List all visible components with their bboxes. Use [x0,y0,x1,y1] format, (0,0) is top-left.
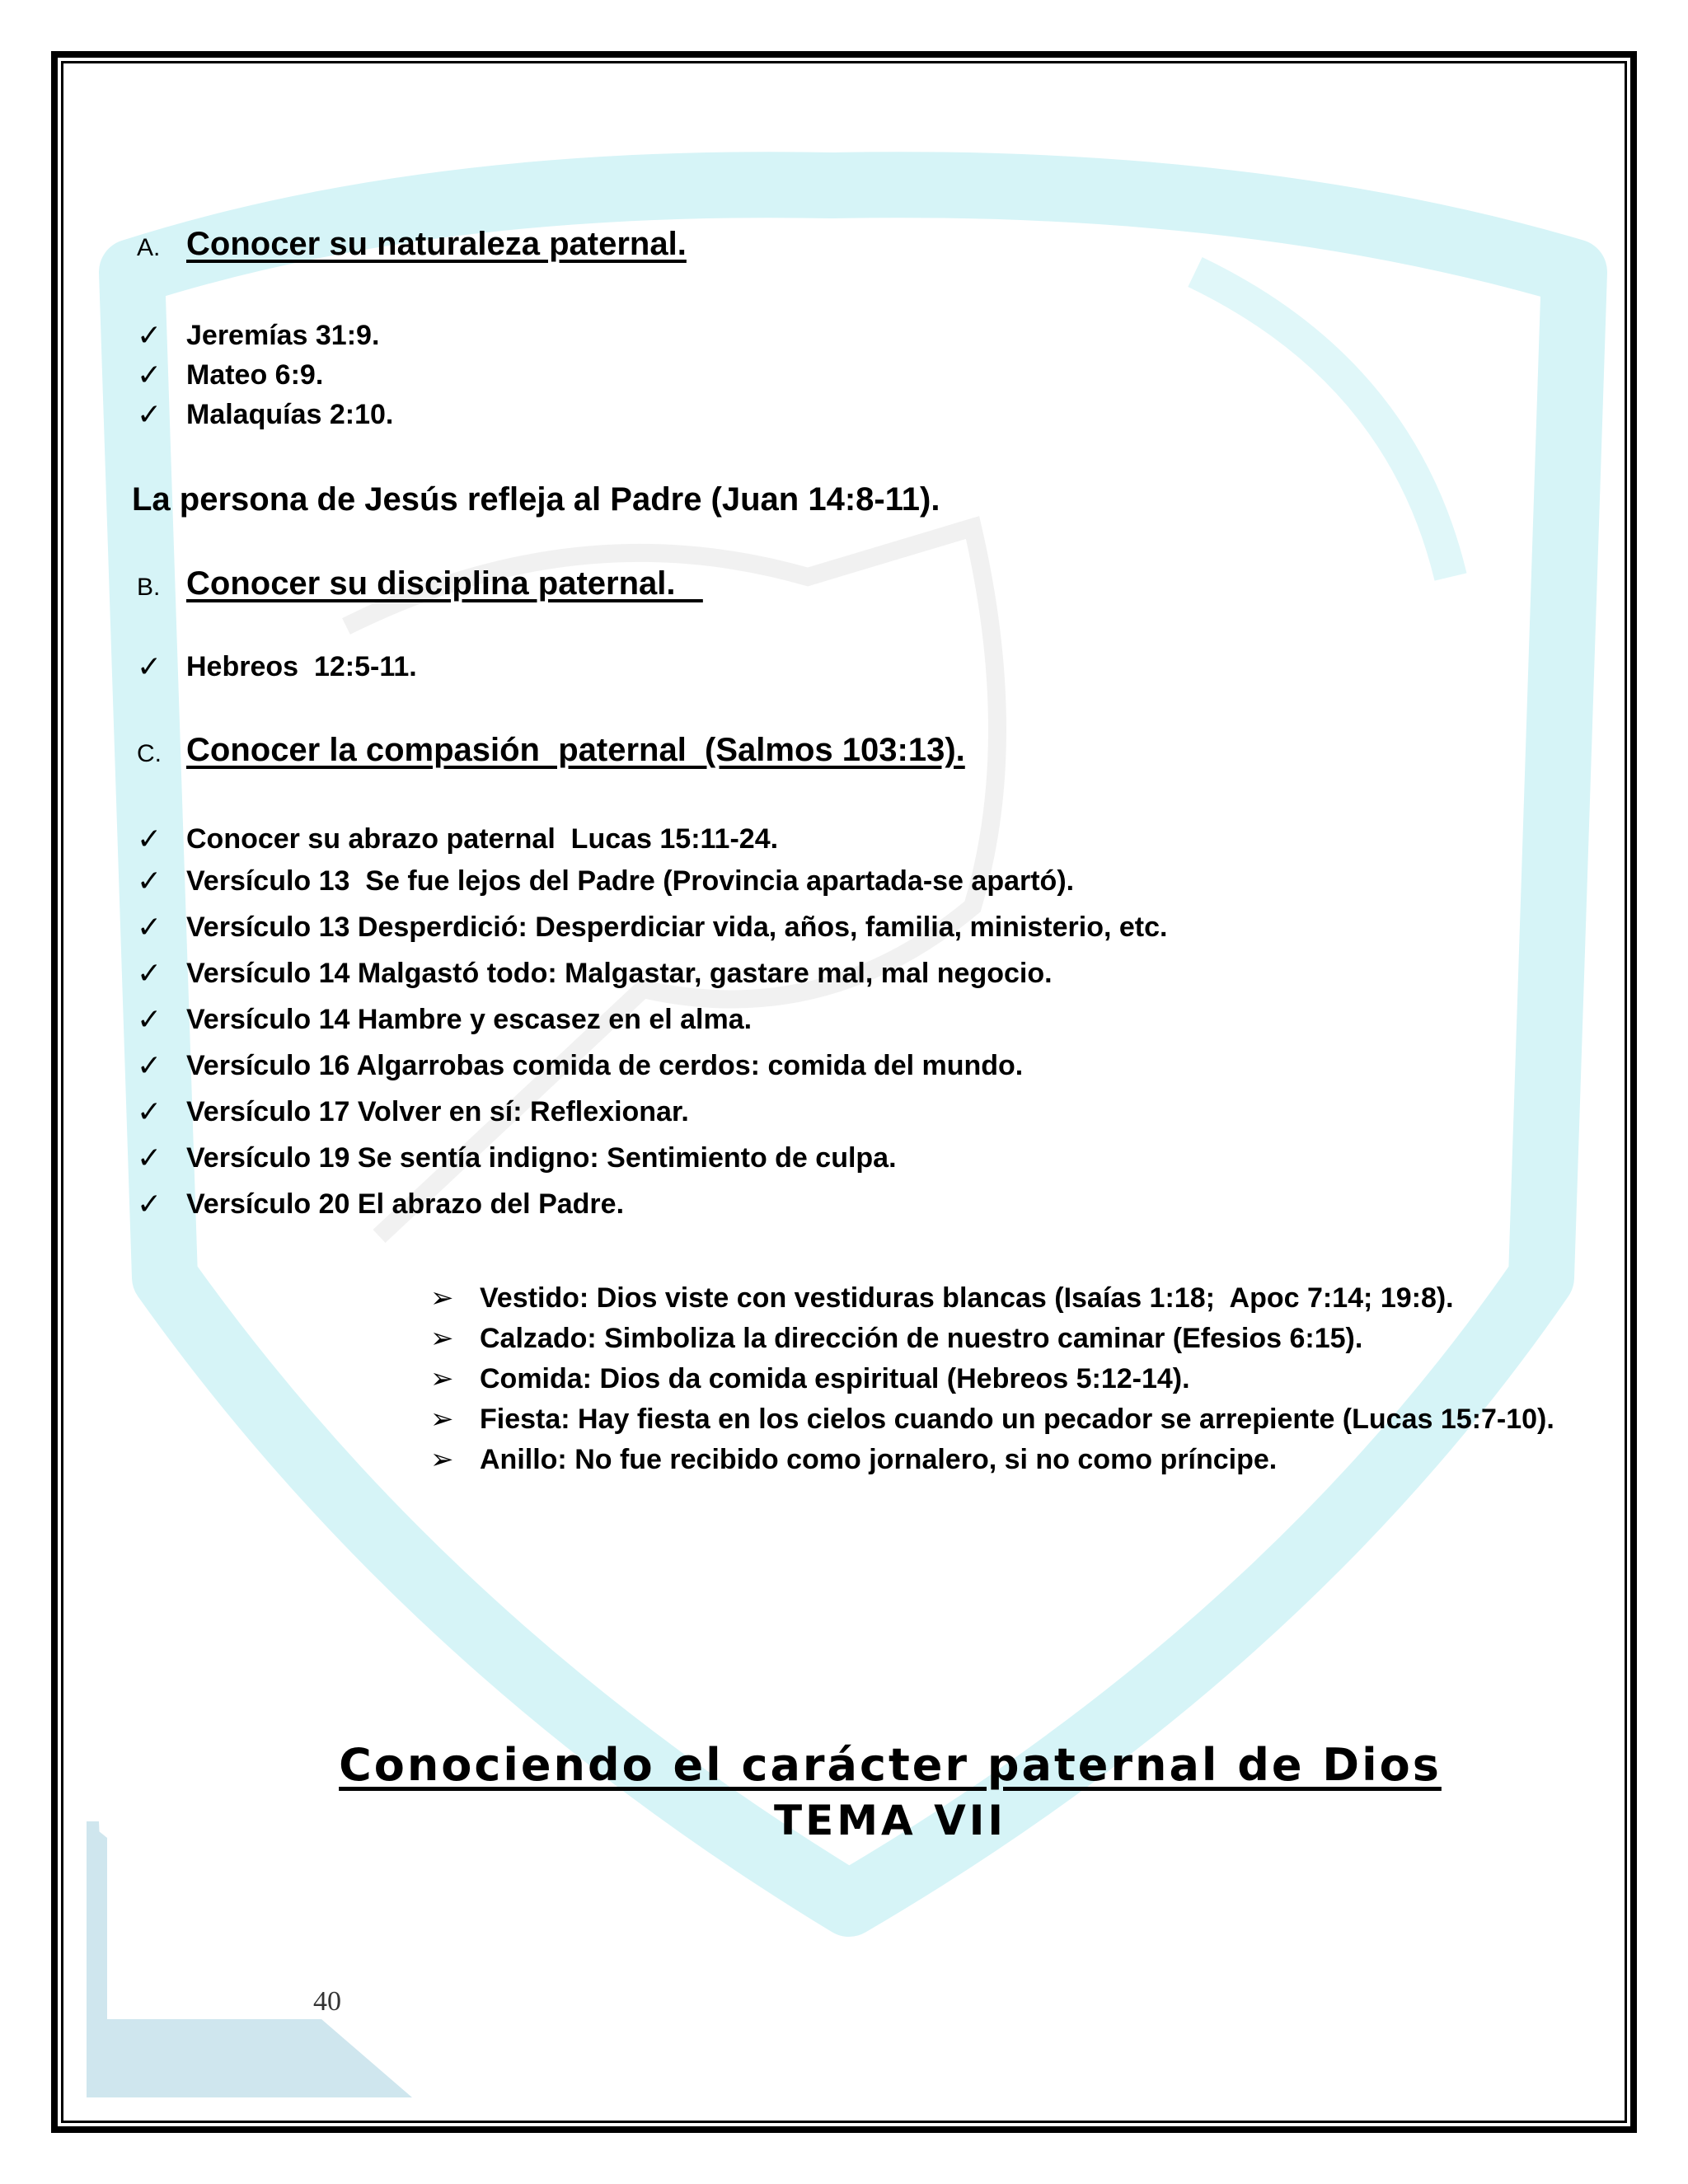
check-icon: ✓ [137,1187,162,1221]
check-icon: ✓ [137,318,162,352]
page-subtitle: TEMA VII [773,1797,1007,1844]
check-icon: ✓ [137,864,162,898]
check-icon: ✓ [137,649,162,683]
section-a-heading: Conocer su naturaleza paternal. [186,226,687,262]
page-number: 40 [313,1986,341,2017]
list-item: Versículo 13 Se fue lejos del Padre (Provincia apartada-se apartó). [186,865,1075,897]
check-icon: ✓ [137,956,162,990]
section-b-letter: B. [137,574,161,601]
sub-list-item: Calzado: Simboliza la dirección de nuestro caminar (Efesios 6:15). [480,1323,1363,1354]
arrow-bullet-icon: ➢ [430,1404,454,1435]
list-item: Mateo 6:9. [186,359,324,391]
arrow-bullet-icon: ➢ [430,1444,454,1475]
list-item: Versículo 20 El abrazo del Padre. [186,1188,625,1220]
section-c-letter: C. [137,740,162,767]
section-c-heading: Conocer la compasión paternal (Salmos 103:13). [186,732,965,768]
list-item: Versículo 17 Volver en sí: Reflexionar. [186,1096,689,1127]
check-icon: ✓ [137,397,162,431]
check-icon: ✓ [137,358,162,391]
list-item: Versículo 14 Hambre y escasez en el alma. [186,1004,753,1035]
list-item: Versículo 14 Malgastó todo: Malgastar, gastare mal, mal negocio. [186,958,1053,989]
list-item: Conocer su abrazo paternal Lucas 15:11-24. [186,823,779,855]
check-icon: ✓ [137,1002,162,1036]
check-icon: ✓ [137,1141,162,1174]
check-icon: ✓ [137,910,162,944]
list-item: Versículo 19 Se sentía indigno: Sentimiento de culpa. [186,1142,897,1174]
arrow-bullet-icon: ➢ [430,1323,454,1354]
check-icon: ✓ [137,1048,162,1082]
check-icon: ✓ [137,1094,162,1128]
arrow-bullet-icon: ➢ [430,1282,454,1314]
sub-list-item: Anillo: No fue recibido como jornalero, si no como príncipe. [480,1444,1278,1475]
sub-list-item: Vestido: Dios viste con vestiduras blancas (Isaías 1:18; Apoc 7:14; 19:8). [480,1282,1454,1314]
check-icon: ✓ [137,822,162,855]
list-item: Malaquías 2:10. [186,399,394,430]
section-a-letter: A. [137,234,161,261]
page-title: Conociendo el carácter paternal de Dios [339,1739,1442,1791]
sub-list-item: Comida: Dios da comida espiritual (Hebreos 5:12-14). [480,1363,1190,1394]
list-item: Hebreos 12:5-11. [186,651,417,682]
list-item: Versículo 13 Desperdició: Desperdiciar vida, años, familia, ministerio, etc. [186,912,1168,943]
intro-line: La persona de Jesús refleja al Padre (Juan 14:8-11). [132,481,940,518]
list-item: Versículo 16 Algarrobas comida de cerdos: comida del mundo. [186,1050,1024,1081]
arrow-bullet-icon: ➢ [430,1363,454,1394]
list-item: Jeremías 31:9. [186,320,380,351]
section-b-heading: Conocer su disciplina paternal. [186,565,703,602]
sub-list-item: Fiesta: Hay fiesta en los cielos cuando un pecador se arrepiente (Lucas 15:7-10). [480,1404,1554,1435]
